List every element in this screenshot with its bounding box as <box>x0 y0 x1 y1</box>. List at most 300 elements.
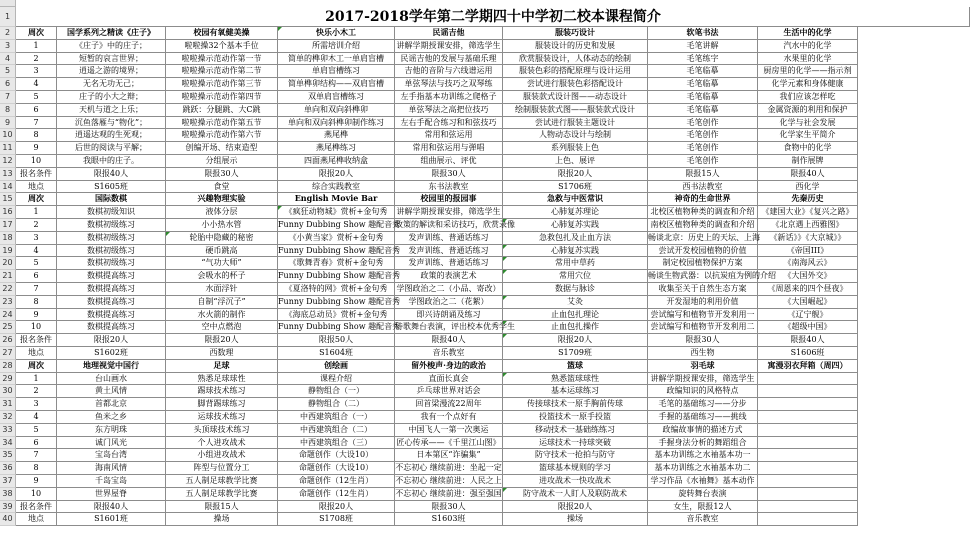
table-cell[interactable]: 数棋初级练习 <box>57 232 166 245</box>
column-header-cell[interactable]: 软笔书法 <box>648 27 758 40</box>
table-cell[interactable]: 限报40人 <box>758 334 858 347</box>
table-cell[interactable]: 静物组合（二） <box>278 398 395 411</box>
table-cell[interactable]: 液体分层 <box>166 206 278 219</box>
table-cell[interactable]: 常用和弦运用 <box>395 129 503 142</box>
table-cell[interactable]: S1606班 <box>758 347 858 360</box>
table-cell[interactable]: 9 <box>16 475 57 488</box>
table-cell[interactable]: 逍遥达观的生死观； <box>57 129 166 142</box>
row-number[interactable]: 35 <box>0 449 16 462</box>
table-cell[interactable] <box>758 424 858 437</box>
table-cell[interactable]: 啦啦操示范动作第一节 <box>166 53 278 66</box>
table-cell[interactable]: 啦啦操示范动作第五节 <box>166 117 278 130</box>
column-header-cell[interactable]: 周次 <box>16 27 57 40</box>
table-cell[interactable]: 音乐教室 <box>648 513 758 526</box>
table-cell[interactable]: 回首梁漫流22周年 <box>395 398 503 411</box>
column-header-cell[interactable]: 神奇的生命世界 <box>648 193 758 206</box>
table-cell[interactable]: 《歌舞青春》赏析+金句秀 <box>278 257 395 270</box>
table-cell[interactable]: 啦啦操示范动作第六节 <box>166 129 278 142</box>
column-header-cell[interactable]: 周次 <box>16 360 57 373</box>
table-cell[interactable]: 命题创作（12生肖） <box>278 488 395 501</box>
table-cell[interactable]: 1 <box>16 40 57 53</box>
row-number[interactable]: 31 <box>0 398 16 411</box>
table-cell[interactable]: 1 <box>16 373 57 386</box>
row-number[interactable]: 38 <box>0 488 16 501</box>
table-cell[interactable] <box>758 475 858 488</box>
table-cell[interactable]: S1601班 <box>57 513 166 526</box>
column-header-cell[interactable]: 生活中的化学 <box>758 27 858 40</box>
table-cell[interactable]: 化学家生平简介 <box>758 129 858 142</box>
table-cell[interactable]: 《夏洛特的网》赏析+金句秀 <box>278 283 395 296</box>
table-cell[interactable]: 发声训练、普通话练习 <box>395 245 503 258</box>
table-cell[interactable]: 制作展牌 <box>758 155 858 168</box>
row-number[interactable]: 27 <box>0 347 16 360</box>
table-cell[interactable]: 世界屋脊 <box>57 488 166 501</box>
row-number[interactable]: 39 <box>0 501 16 514</box>
table-cell[interactable]: 发声训练、普通话练习 <box>395 232 503 245</box>
table-cell[interactable]: 6 <box>16 270 57 283</box>
table-cell[interactable]: 《大国崛起》 <box>758 296 858 309</box>
select-all-corner[interactable] <box>0 0 16 7</box>
row-number[interactable]: 25 <box>0 321 16 334</box>
row-number[interactable]: 28 <box>0 360 16 373</box>
row-number[interactable]: 15 <box>0 193 16 206</box>
table-cell[interactable]: S1706班 <box>503 181 648 194</box>
table-cell[interactable]: 左右手配合练习和和弦技巧 <box>395 117 503 130</box>
table-cell[interactable]: 南校区植物种类的调查和介绍 <box>648 219 758 232</box>
table-cell[interactable]: 限报30人 <box>166 168 278 181</box>
table-cell[interactable]: 服装设计的历史和发展 <box>503 40 648 53</box>
table-cell[interactable]: 心肺复苏实践 <box>503 219 648 232</box>
table-cell[interactable]: 5 <box>16 257 57 270</box>
row-number[interactable]: 20 <box>0 257 16 270</box>
table-cell[interactable]: 8 <box>16 296 57 309</box>
table-cell[interactable]: 基本功训练之水袖基本功一 <box>648 449 758 462</box>
table-cell[interactable]: 限报20人 <box>278 501 395 514</box>
table-cell[interactable]: 单向和双向斜榫卯 <box>278 104 395 117</box>
table-cell[interactable]: 不忘初心 继续前进：强至强国 <box>395 488 503 501</box>
table-cell[interactable]: 个人进攻战术 <box>166 437 278 450</box>
table-cell[interactable]: 首都北京 <box>57 398 166 411</box>
table-cell[interactable]: 10 <box>16 155 57 168</box>
table-cell[interactable]: 5 <box>16 91 57 104</box>
table-cell[interactable]: 2 <box>16 53 57 66</box>
table-cell[interactable]: 踢球技术练习 <box>166 385 278 398</box>
column-header-cell[interactable]: 急救与中医常识 <box>503 193 648 206</box>
table-cell[interactable]: 五人制足球教学比赛 <box>166 488 278 501</box>
table-cell[interactable]: Funny Dubbing Show 趣配音秀 <box>278 245 395 258</box>
table-cell[interactable]: 基本运球练习 <box>503 385 648 398</box>
column-header-cell[interactable]: 篮球 <box>503 360 648 373</box>
table-cell[interactable]: 组曲展示、评优 <box>395 155 503 168</box>
table-cell[interactable]: 政策的表演艺术 <box>395 270 503 283</box>
table-cell[interactable]: S1603班 <box>395 513 503 526</box>
table-cell[interactable]: 传接球技术一原手胸前传球 <box>503 398 648 411</box>
row-number[interactable]: 29 <box>0 373 16 386</box>
row-number[interactable]: 32 <box>0 411 16 424</box>
table-cell[interactable]: 数棋提高练习 <box>57 283 166 296</box>
table-cell[interactable]: 运球技术练习 <box>166 411 278 424</box>
column-header-cell[interactable]: English Movie Bar <box>278 193 395 206</box>
table-cell[interactable]: 数棋初级练习 <box>57 257 166 270</box>
table-cell[interactable]: 简单榫卯结构——双肩盲槽 <box>278 78 395 91</box>
table-cell[interactable]: 政策的解读和采访技巧，欣赏录像 <box>395 219 503 232</box>
table-cell[interactable]: 制定校园植物保护方案 <box>648 257 758 270</box>
row-number[interactable]: 4 <box>0 53 16 66</box>
table-cell[interactable]: 头顶球技术练习 <box>166 424 278 437</box>
table-cell[interactable]: 限报20人 <box>278 168 395 181</box>
table-cell[interactable]: S1604班 <box>278 347 395 360</box>
table-cell[interactable]: 尝试进行服装主题设计 <box>503 117 648 130</box>
row-number[interactable]: 33 <box>0 424 16 437</box>
table-cell[interactable]: 西书法教室 <box>648 181 758 194</box>
table-cell[interactable]: 7 <box>16 283 57 296</box>
table-cell[interactable]: 2 <box>16 219 57 232</box>
table-cell[interactable]: 水面浮针 <box>166 283 278 296</box>
table-cell[interactable] <box>758 488 858 501</box>
table-cell[interactable]: 篮球基本规则的学习 <box>503 462 648 475</box>
table-cell[interactable] <box>758 398 858 411</box>
table-cell[interactable]: 后世的阅读与平解； <box>57 142 166 155</box>
table-cell[interactable]: 中国飞人一第一次奥运 <box>395 424 503 437</box>
table-cell[interactable]: 汽水中的化学 <box>758 40 858 53</box>
table-cell[interactable]: 进攻战术一快攻战术 <box>503 475 648 488</box>
row-number[interactable]: 14 <box>0 181 16 194</box>
table-cell[interactable]: 西数理 <box>166 347 278 360</box>
table-cell[interactable]: 《辽宁舰》 <box>758 309 858 322</box>
table-cell[interactable]: 天机与道之上乐； <box>57 104 166 117</box>
table-cell[interactable]: 食物中的化学 <box>758 142 858 155</box>
table-cell[interactable]: 学图政治之二（小品、寄改） <box>395 283 503 296</box>
table-cell[interactable]: 操场 <box>503 513 648 526</box>
table-cell[interactable]: 台山画水 <box>57 373 166 386</box>
table-cell[interactable]: 单向和双向斜榫卯制作练习 <box>278 117 395 130</box>
table-cell[interactable]: 6 <box>16 104 57 117</box>
row-number[interactable]: 26 <box>0 334 16 347</box>
table-cell[interactable]: 命题创作（大设10） <box>278 462 395 475</box>
row-number[interactable]: 16 <box>0 206 16 219</box>
table-cell[interactable]: 民谣吉他的发展与基础乐理 <box>395 53 503 66</box>
table-cell[interactable]: 限报20人 <box>503 168 648 181</box>
table-cell[interactable]: 服装色彩的搭配原理与设计运用 <box>503 65 648 78</box>
row-number[interactable]: 19 <box>0 245 16 258</box>
table-cell[interactable]: 移动技术一基础练练习 <box>503 424 648 437</box>
table-cell[interactable]: 基本功训练之水袖基本功二 <box>648 462 758 475</box>
table-cell[interactable]: 报名条件 <box>16 501 57 514</box>
table-cell[interactable]: 地点 <box>16 513 57 526</box>
table-cell[interactable]: 政编故事情的描述方式 <box>648 424 758 437</box>
row-number[interactable]: 2 <box>0 27 16 40</box>
table-cell[interactable]: 系列服装上色 <box>503 142 648 155</box>
table-cell[interactable]: 中西建筑组合（二） <box>278 424 395 437</box>
row-number[interactable]: 40 <box>0 513 16 526</box>
table-cell[interactable]: 防守技术一抢拍与防守 <box>503 449 648 462</box>
table-cell[interactable]: 自制“浮沉子” <box>166 296 278 309</box>
column-header-cell[interactable]: 足球 <box>166 360 278 373</box>
table-cell[interactable]: 常用中草药 <box>503 257 648 270</box>
table-cell[interactable]: 限报15人 <box>166 501 278 514</box>
table-cell[interactable]: 限报20人 <box>57 334 166 347</box>
table-cell[interactable]: 6 <box>16 437 57 450</box>
column-header-cell[interactable]: 民谣吉他 <box>395 27 503 40</box>
table-cell[interactable]: 《庄子》中的庄子； <box>57 40 166 53</box>
table-cell[interactable]: 毛笔讲解 <box>648 40 758 53</box>
row-number[interactable]: 36 <box>0 462 16 475</box>
table-cell[interactable]: 尝试编写和植物节开发利用一 <box>648 309 758 322</box>
row-number[interactable]: 30 <box>0 385 16 398</box>
table-cell[interactable]: 毛笔临摹 <box>648 104 758 117</box>
row-number[interactable]: 34 <box>0 437 16 450</box>
table-cell[interactable]: 手握身法分析的舞蹈组合 <box>648 437 758 450</box>
table-cell[interactable]: 发声训练、普通话练习 <box>395 257 503 270</box>
table-cell[interactable] <box>758 385 858 398</box>
row-number[interactable]: 6 <box>0 78 16 91</box>
table-cell[interactable]: 毛笔练字 <box>648 53 758 66</box>
table-cell[interactable]: 畅谈北京：历史上的天坛、上海 <box>648 232 758 245</box>
table-cell[interactable]: 操场 <box>166 513 278 526</box>
table-cell[interactable]: 止血包扎理论 <box>503 309 648 322</box>
table-cell[interactable]: 服装款式设计图——动态设计 <box>503 91 648 104</box>
table-cell[interactable]: 黄土风情 <box>57 385 166 398</box>
table-cell[interactable]: 毛笔临摹 <box>648 78 758 91</box>
table-cell[interactable]: 尝试编写和植物节开发利用二 <box>648 321 758 334</box>
column-header-cell[interactable]: 国学系列之精读《庄子》 <box>57 27 166 40</box>
column-header-cell[interactable]: 国际数棋 <box>57 193 166 206</box>
table-cell[interactable]: 《新话》》《大京城》》 <box>758 232 858 245</box>
table-cell[interactable]: 我有一个点好有 <box>395 411 503 424</box>
table-cell[interactable]: 命题创作（大设10） <box>278 449 395 462</box>
table-cell[interactable]: 东书法教室 <box>395 181 503 194</box>
table-cell[interactable]: 开发湿地的利用价值 <box>648 296 758 309</box>
table-cell[interactable]: 限报15人 <box>648 168 758 181</box>
table-cell[interactable]: 静物组合（一） <box>278 385 395 398</box>
table-cell[interactable]: 水火箭的制作 <box>166 309 278 322</box>
table-cell[interactable]: 直面长真会 <box>395 373 503 386</box>
row-number[interactable]: 11 <box>0 142 16 155</box>
table-cell[interactable]: 《建国大业》《复兴之路》 <box>758 206 858 219</box>
column-header-cell[interactable]: 兴趣物理实验 <box>166 193 278 206</box>
table-cell[interactable]: 命题创作（12生肖） <box>278 475 395 488</box>
table-cell[interactable]: “气功大师” <box>166 257 278 270</box>
table-cell[interactable]: 东方明珠 <box>57 424 166 437</box>
table-cell[interactable]: 左手指基本功训练之爬格子 <box>395 91 503 104</box>
table-cell[interactable]: 吉他的音阶与六线谱运用 <box>395 65 503 78</box>
table-cell[interactable]: 创编开场、结束造型 <box>166 142 278 155</box>
table-cell[interactable]: 毛笔创作 <box>648 155 758 168</box>
table-cell[interactable]: 不忘初心 继续前进：人民之上 <box>395 475 503 488</box>
table-cell[interactable]: 所需培训介绍 <box>278 40 395 53</box>
table-cell[interactable]: 西生物 <box>648 347 758 360</box>
table-cell[interactable]: 数棋提高练习 <box>57 296 166 309</box>
table-cell[interactable]: 《海底总动员》赏析+金句秀 <box>278 309 395 322</box>
table-cell[interactable]: 讲解学期授课安排，筛选学生 <box>395 40 503 53</box>
table-cell[interactable]: 收集至关于自然生态方案 <box>648 283 758 296</box>
column-header-cell[interactable]: 周次 <box>16 193 57 206</box>
table-cell[interactable]: 毛笔创作 <box>648 129 758 142</box>
table-cell[interactable]: 《周恩来的四个昼夜》 <box>758 283 858 296</box>
table-cell[interactable]: 毛笔的基础练习——分步 <box>648 398 758 411</box>
table-cell[interactable]: 单弦琴法之高把位技巧 <box>395 104 503 117</box>
row-number[interactable]: 8 <box>0 104 16 117</box>
row-number[interactable]: 17 <box>0 219 16 232</box>
table-cell[interactable]: 啦啦操示范动作第二节 <box>166 65 278 78</box>
row-number[interactable]: 10 <box>0 129 16 142</box>
table-cell[interactable] <box>758 449 858 462</box>
table-cell[interactable]: 3 <box>16 65 57 78</box>
table-cell[interactable]: 2 <box>16 385 57 398</box>
table-cell[interactable]: 数棋初级练习 <box>57 245 166 258</box>
table-cell[interactable]: 分组展示 <box>166 155 278 168</box>
table-cell[interactable]: 限报30人 <box>395 168 503 181</box>
table-cell[interactable]: 限报50人 <box>278 334 395 347</box>
table-cell[interactable]: 熟悉篮球球性 <box>503 373 648 386</box>
table-cell[interactable]: 双单肩盲槽练习 <box>278 91 395 104</box>
table-cell[interactable]: 畅谈生物武器：以抗炭疽为例的介绍 <box>648 270 758 283</box>
table-cell[interactable]: 熟悉足球球性 <box>166 373 278 386</box>
table-cell[interactable]: 水果里的化学 <box>758 53 858 66</box>
table-cell[interactable]: 庄子的小大之辩； <box>57 91 166 104</box>
table-cell[interactable]: 数棋初级练习 <box>57 219 166 232</box>
table-cell[interactable]: 宝岛台湾 <box>57 449 166 462</box>
table-cell[interactable]: 女生，限报12人 <box>648 501 758 514</box>
row-number[interactable]: 24 <box>0 309 16 322</box>
table-cell[interactable]: 诗歌舞台表演，评出校本优秀学生 <box>395 321 503 334</box>
row-number[interactable]: 22 <box>0 283 16 296</box>
table-cell[interactable]: 10 <box>16 488 57 501</box>
table-cell[interactable]: 小小热水管 <box>166 219 278 232</box>
column-header-cell[interactable]: 寓漫羽衣拜箱（周四） <box>758 360 858 373</box>
table-cell[interactable]: 限报30人 <box>395 501 503 514</box>
table-cell[interactable]: 7 <box>16 117 57 130</box>
table-cell[interactable]: 匠心传承——《千里江山图》 <box>395 437 503 450</box>
table-cell[interactable]: 限报40人 <box>758 168 858 181</box>
table-cell[interactable]: 中西建筑组合（三） <box>278 437 395 450</box>
table-cell[interactable]: 欣赏服装设计，人体动态的绘制 <box>503 53 648 66</box>
row-number[interactable]: 7 <box>0 91 16 104</box>
table-cell[interactable]: Funny Dubbing Show 趣配音秀 <box>278 296 395 309</box>
table-cell[interactable]: 跳跃：分腿跳、大C跳 <box>166 104 278 117</box>
row-number[interactable]: 21 <box>0 270 16 283</box>
table-cell[interactable]: 短暂的哀言世界； <box>57 53 166 66</box>
table-cell[interactable]: 我们应该怎样吃 <box>758 91 858 104</box>
table-cell[interactable]: 10 <box>16 321 57 334</box>
row-number[interactable]: 5 <box>0 65 16 78</box>
table-cell[interactable]: 沉鱼落雁与“物化”； <box>57 117 166 130</box>
table-cell[interactable]: 数棋提高练习 <box>57 309 166 322</box>
table-cell[interactable]: 9 <box>16 309 57 322</box>
row-number[interactable]: 13 <box>0 168 16 181</box>
table-cell[interactable]: 旋转舞台表演 <box>648 488 758 501</box>
column-header-cell[interactable]: 地理视觉中国行 <box>57 360 166 373</box>
table-cell[interactable]: 毛笔临摹 <box>648 65 758 78</box>
table-cell[interactable]: 4 <box>16 411 57 424</box>
table-cell[interactable]: 啦啦操示范动作第四节 <box>166 91 278 104</box>
table-cell[interactable]: 限报30人 <box>648 334 758 347</box>
table-cell[interactable]: 《超级中国》 <box>758 321 858 334</box>
table-cell[interactable]: 上色、展评 <box>503 155 648 168</box>
table-cell[interactable]: 《北京遇上西雅图》 <box>758 219 858 232</box>
table-cell[interactable]: 9 <box>16 142 57 155</box>
table-cell[interactable]: 限报20人 <box>503 501 648 514</box>
table-cell[interactable]: 投篮技术一原手投篮 <box>503 411 648 424</box>
table-cell[interactable]: 政编知识的风格特点 <box>648 385 758 398</box>
table-cell[interactable]: 乒乓球世界对话会 <box>395 385 503 398</box>
table-cell[interactable]: 五人制足球教学比赛 <box>166 475 278 488</box>
table-cell[interactable]: 人物动态设计与绘制 <box>503 129 648 142</box>
table-cell[interactable]: 阵型与位置分工 <box>166 462 278 475</box>
table-cell[interactable]: 毛笔创作 <box>648 142 758 155</box>
table-cell[interactable]: 毛笔临摹 <box>648 91 758 104</box>
table-cell[interactable]: 限报40人 <box>57 168 166 181</box>
column-header-cell[interactable]: 先秦历史 <box>758 193 858 206</box>
table-cell[interactable]: 心肺复苏实践 <box>503 245 648 258</box>
table-cell[interactable]: 8 <box>16 129 57 142</box>
row-number[interactable]: 9 <box>0 117 16 130</box>
table-cell[interactable]: 化学元素和身体健康 <box>758 78 858 91</box>
table-cell[interactable]: 数棋提高练习 <box>57 270 166 283</box>
table-cell[interactable] <box>758 462 858 475</box>
table-cell[interactable]: 4 <box>16 78 57 91</box>
table-cell[interactable]: 急救包扎及止血方法 <box>503 232 648 245</box>
column-header-cell[interactable]: 服装巧设计 <box>503 27 648 40</box>
table-cell[interactable]: 地点 <box>16 347 57 360</box>
table-cell[interactable]: 我眼中的庄子。 <box>57 155 166 168</box>
table-cell[interactable]: S1605班 <box>57 181 166 194</box>
table-cell[interactable]: 燕尾榫练习 <box>278 142 395 155</box>
column-header-cell[interactable]: 留外梭声·身边的政治 <box>395 360 503 373</box>
table-cell[interactable]: 硬币跳高 <box>166 245 278 258</box>
table-cell[interactable]: 啦啦操32个基本手位 <box>166 40 278 53</box>
table-cell[interactable]: 《南海风云》 <box>758 257 858 270</box>
table-cell[interactable]: 中西建筑组合（一） <box>278 411 395 424</box>
table-cell[interactable] <box>758 411 858 424</box>
table-cell[interactable]: 8 <box>16 462 57 475</box>
table-cell[interactable]: 尝试进行服装色彩搭配设计 <box>503 78 648 91</box>
table-cell[interactable]: 手握的基础练习——挑线 <box>648 411 758 424</box>
table-cell[interactable]: 北校区植物种类的调查和介绍 <box>648 206 758 219</box>
table-cell[interactable]: 尝试开发校园植物的价值 <box>648 245 758 258</box>
table-cell[interactable]: 运球技术一持球突破 <box>503 437 648 450</box>
table-cell[interactable]: 7 <box>16 449 57 462</box>
table-cell[interactable]: Funny Dubbing Show 趣配音秀 <box>278 321 395 334</box>
table-cell[interactable]: 西化学 <box>758 181 858 194</box>
table-cell[interactable]: 止血包扎操作 <box>503 321 648 334</box>
table-cell[interactable]: 常用穴位 <box>503 270 648 283</box>
row-number[interactable]: 23 <box>0 296 16 309</box>
table-cell[interactable]: 毛笔创作 <box>648 117 758 130</box>
table-cell[interactable]: 脚背踢球练习 <box>166 398 278 411</box>
table-cell[interactable]: Funny Dubbing Show 趣配音秀 <box>278 219 395 232</box>
table-cell[interactable]: 简单的榫卯木工一单肩盲槽 <box>278 53 395 66</box>
table-cell[interactable]: 讲解学期授课安排，筛选学生 <box>395 206 503 219</box>
table-cell[interactable]: 无名无功无己； <box>57 78 166 91</box>
table-cell[interactable]: S1708班 <box>278 513 395 526</box>
table-cell[interactable] <box>758 373 858 386</box>
table-cell[interactable]: S1602班 <box>57 347 166 360</box>
table-cell[interactable]: 限报20人 <box>166 334 278 347</box>
table-cell[interactable]: 诚门风光 <box>57 437 166 450</box>
table-cell[interactable]: 海南风情 <box>57 462 166 475</box>
table-cell[interactable]: 燕尾榫 <box>278 129 395 142</box>
row-number[interactable]: 3 <box>0 40 16 53</box>
table-cell[interactable]: 日本第区“诈骗集” <box>395 449 503 462</box>
table-cell[interactable]: 《帝国III》 <box>758 245 858 258</box>
column-header-cell[interactable]: 创绘画 <box>278 360 395 373</box>
table-cell[interactable]: 绘制服装款式图——服装款式设计 <box>503 104 648 117</box>
table-cell[interactable]: 1 <box>16 206 57 219</box>
table-cell[interactable]: 厨房里的化学——指示剂 <box>758 65 858 78</box>
table-cell[interactable]: 报名条件 <box>16 334 57 347</box>
table-cell[interactable]: 数棋初级知识 <box>57 206 166 219</box>
